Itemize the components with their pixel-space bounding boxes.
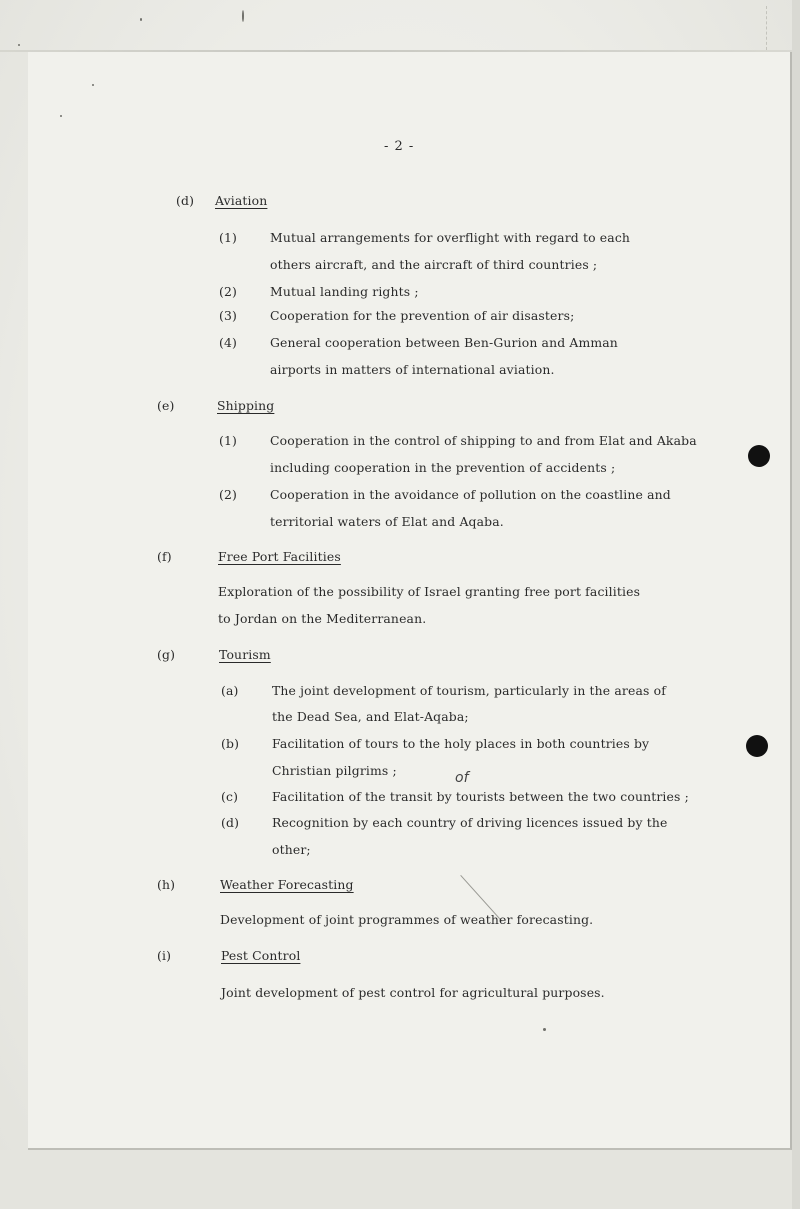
scan-speck xyxy=(543,1028,546,1031)
item-label: (1) xyxy=(219,230,238,245)
item-text-line: airports in matters of international aviation. xyxy=(270,362,555,377)
item-text-line: Recognition by each country of driving licences issued by the xyxy=(272,815,668,830)
item-label: (c) xyxy=(221,789,239,804)
item-text-line: territorial waters of Elat and Aqaba. xyxy=(270,514,504,529)
page-number: - 2 - xyxy=(384,139,415,154)
section-label-e: (e) xyxy=(157,398,175,413)
item-text-line: Mutual arrangements for overflight with regard to each xyxy=(270,230,631,245)
section-label-g: (g) xyxy=(157,647,176,662)
item-label: (3) xyxy=(219,308,238,323)
scan-speck xyxy=(60,115,62,117)
scan-speck xyxy=(18,44,20,46)
item-text-line: Facilitation of the transit by tourists between the two countries ; xyxy=(272,789,689,804)
item-text-line: Christian pilgrims ; xyxy=(272,763,397,778)
scan-corner-mark xyxy=(766,6,791,50)
item-label: (2) xyxy=(219,284,238,299)
section-text-line: to Jordan on the Mediterranean. xyxy=(218,611,427,626)
item-label: (a) xyxy=(221,683,239,698)
item-label: (1) xyxy=(219,433,238,448)
handwritten-correction: of xyxy=(455,770,469,786)
section-heading-free-port: Free Port Facilities xyxy=(218,549,341,564)
section-text-line: Joint development of pest control for agricultural purposes. xyxy=(221,985,605,1000)
section-label-f: (f) xyxy=(157,549,172,564)
item-text-line: Cooperation for the prevention of air disasters; xyxy=(270,308,575,323)
section-heading-aviation: Aviation xyxy=(215,193,268,208)
section-label-h: (h) xyxy=(157,877,176,892)
scan-right-margin xyxy=(792,0,800,1209)
scan-speck xyxy=(242,10,244,22)
punch-hole-lower xyxy=(746,735,768,757)
item-text-line: Facilitation of tours to the holy places in both countries by xyxy=(272,736,650,751)
item-label: (4) xyxy=(219,335,238,350)
scan-bottom-margin xyxy=(0,1150,800,1209)
section-heading-pest-control: Pest Control xyxy=(221,948,301,963)
punch-hole-upper xyxy=(748,445,770,467)
item-text-line: Cooperation in the control of shipping to and from Elat and Akaba xyxy=(270,433,697,448)
scan-speck xyxy=(140,18,142,21)
section-text-line: Development of joint programmes of weather forecasting. xyxy=(220,912,594,927)
item-label: (2) xyxy=(219,487,238,502)
item-label: (b) xyxy=(221,736,240,751)
section-heading-tourism: Tourism xyxy=(219,647,271,662)
section-label-i: (i) xyxy=(157,948,172,963)
item-text-line: Cooperation in the avoidance of pollution on the coastline and xyxy=(270,487,671,502)
item-text-line: including cooperation in the prevention of accidents ; xyxy=(270,460,616,475)
item-text-line: others aircraft, and the aircraft of third countries ; xyxy=(270,257,598,272)
item-text-line: Mutual landing rights ; xyxy=(270,284,419,299)
section-heading-shipping: Shipping xyxy=(217,398,275,413)
item-text-line: General cooperation between Ben-Gurion and Amman xyxy=(270,335,618,350)
item-text-line: the Dead Sea, and Elat-Aqaba; xyxy=(272,709,469,724)
section-label-d: (d) xyxy=(176,193,195,208)
item-text-line: other; xyxy=(272,842,311,857)
item-text-line: The joint development of tourism, particularly in the areas of xyxy=(272,683,666,698)
section-heading-weather: Weather Forecasting xyxy=(220,877,354,892)
item-label: (d) xyxy=(221,815,240,830)
section-text-line: Exploration of the possibility of Israel granting free port facilities xyxy=(218,584,641,599)
scan-speck xyxy=(92,84,94,86)
